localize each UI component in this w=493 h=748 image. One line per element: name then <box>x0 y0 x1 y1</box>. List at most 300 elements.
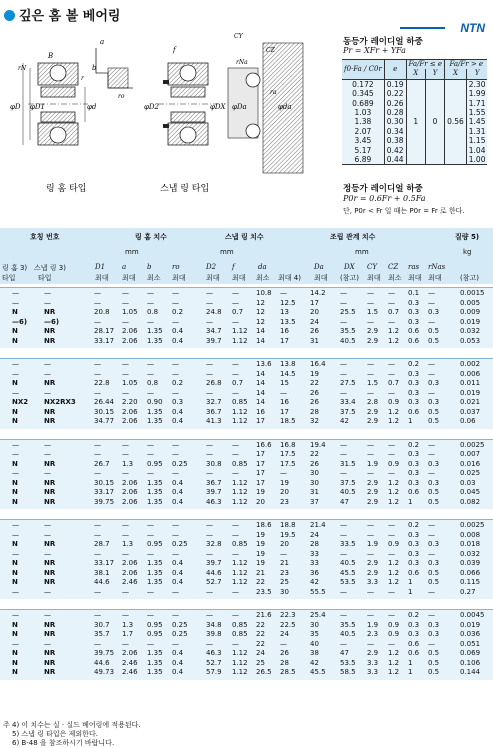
table-cell: — <box>340 611 347 619</box>
table-cell: — <box>94 450 101 458</box>
label-b: b <box>92 64 97 72</box>
table-cell: 27.5 <box>340 379 356 387</box>
table-cell: 0.036 <box>460 630 481 638</box>
load-row: 5.17 0.42 1.04 <box>342 146 487 155</box>
table-cell: 2.06 <box>122 417 138 425</box>
table-cell: 0.25 <box>172 540 188 548</box>
table-cell: NR <box>44 578 56 586</box>
table-cell: — <box>122 440 129 449</box>
table-cell: 0.95 <box>147 540 163 548</box>
table-cell: — <box>206 388 213 397</box>
table-cell: — <box>340 549 347 558</box>
table-cell: 1.35 <box>147 578 163 586</box>
table-cell: 0.85 <box>232 459 248 468</box>
table-cell: — <box>340 388 347 397</box>
table-cell: — <box>94 521 101 529</box>
table-cell: 1.12 <box>232 478 248 487</box>
table-cell: 35 <box>310 630 319 638</box>
table-cell: — <box>172 317 179 326</box>
table-cell: 0.3 <box>408 620 420 629</box>
group-divider <box>0 439 493 440</box>
table-row <box>0 398 493 408</box>
table-cell: — <box>147 317 154 326</box>
table-cell: 0.4 <box>172 578 184 586</box>
table-row <box>0 450 493 460</box>
table-cell: — <box>172 298 179 307</box>
brand-logo: NTN <box>460 21 485 35</box>
table-row <box>0 559 493 569</box>
table-cell: 0.3 <box>408 469 420 477</box>
dynamic-load-table: f0·Fa / C0r e Fa/Fr ≤ e Fa/Fr > e X Y X Y 0.172 0.19 2.30 0.345 0.22 1.99 0.689 0.26 1.71 1.03 0.28 1.55 1.38 0.30 1 0 0.56 1.45 2.07 0.34 1.31 3.45 0.38 1.15 5.17 0.42 1.04 6.89 0.44 1.00 <box>344 60 486 165</box>
load-row: 1.03 0.28 1.55 <box>342 108 487 117</box>
table-cell: 0.045 <box>460 488 481 496</box>
table-cell: — <box>12 440 19 449</box>
table-cell: — <box>340 587 347 596</box>
table-cell: — <box>172 289 179 297</box>
table-cell: 0.25 <box>172 459 188 468</box>
table-cell: 0.066 <box>460 568 481 577</box>
footnote-6: 6) B-48 을 참조하시기 바랍니다. <box>12 739 115 747</box>
table-cell: 0.3 <box>408 388 420 397</box>
label-f: f <box>173 46 176 54</box>
table-cell: — <box>44 289 51 297</box>
table-cell: NR <box>44 668 56 676</box>
table-cell: 42 <box>310 658 319 667</box>
table-cell: 1.12 <box>232 417 248 425</box>
table-cell: 1.35 <box>147 668 163 676</box>
table-cell: — <box>232 298 239 307</box>
table-cell: — <box>94 530 101 539</box>
static-load-note: 단, P0r < Fr 일 때는 P0r = Fr 로 한다. <box>343 207 465 215</box>
table-cell: — <box>172 440 179 449</box>
table-cell: — <box>94 298 101 307</box>
table-cell: — <box>172 450 179 458</box>
col-head: a <box>122 263 127 271</box>
table-cell: — <box>44 298 51 307</box>
table-cell: 1 <box>408 587 413 596</box>
table-cell: 40.5 <box>340 336 356 345</box>
table-row <box>0 540 493 550</box>
table-cell: 0.7 <box>232 379 244 387</box>
col-subhead: 최대 <box>314 274 328 282</box>
table-cell: 1.35 <box>147 649 163 657</box>
table-cell: — <box>94 360 101 368</box>
table-cell: 0.5 <box>428 497 440 506</box>
table-cell: — <box>428 639 435 648</box>
table-cell: 22 <box>256 639 265 648</box>
table-cell: 21 <box>280 559 289 567</box>
table-cell: 28 <box>280 658 289 667</box>
table-cell: 0.5 <box>428 488 440 496</box>
table-cell: — <box>147 587 154 596</box>
table-cell: 12.5 <box>280 298 296 307</box>
table-row <box>0 370 493 380</box>
table-cell: 1.12 <box>232 407 248 416</box>
table-cell: 1.5 <box>367 379 379 387</box>
table-cell: 1 <box>408 497 413 506</box>
table-cell: 22 <box>256 578 265 586</box>
table-cell: — <box>147 360 154 368</box>
table-cell: — <box>172 639 179 648</box>
dynamic-load-formula: Pr = XFr + YFa <box>343 46 406 55</box>
table-cell: — <box>12 369 19 378</box>
label-D: φD <box>10 103 21 111</box>
col-head: f <box>232 263 235 271</box>
table-cell: NR <box>44 327 56 335</box>
table-cell: 14.5 <box>280 369 296 378</box>
load-row: 0.345 0.22 1.99 <box>342 89 487 98</box>
table-cell: — <box>340 469 347 477</box>
table-cell: — <box>280 549 287 558</box>
table-cell: — <box>122 611 129 619</box>
table-cell: 58.5 <box>340 668 356 676</box>
table-cell: 39.8 <box>206 630 222 638</box>
table-row <box>0 308 493 318</box>
table-cell: — <box>206 587 213 596</box>
table-cell: NR <box>44 649 56 657</box>
table-cell: 16 <box>280 327 289 335</box>
table-cell: 39.75 <box>94 497 115 506</box>
load-row: 0.689 0.26 1.71 <box>342 99 487 108</box>
table-cell: — <box>367 469 374 477</box>
table-cell: 1.12 <box>232 578 248 586</box>
table-cell: — <box>206 369 213 378</box>
table-cell: — <box>340 289 347 297</box>
table-cell: — <box>44 521 51 529</box>
table-cell: 0.9 <box>388 459 400 468</box>
bearing-diagrams <box>8 28 308 196</box>
table-cell: 1.2 <box>388 649 400 657</box>
table-cell: 0.019 <box>460 620 481 629</box>
label-r: r <box>81 75 84 82</box>
table-cell: 21 <box>256 568 265 577</box>
col-subhead: 최대 <box>408 274 422 282</box>
table-row <box>0 640 493 650</box>
table-cell: 2.9 <box>367 488 379 496</box>
table-cell: 0.2 <box>172 308 184 316</box>
header-ratio: f0·Fa / C0r <box>342 60 384 80</box>
table-cell: NR <box>44 497 56 506</box>
table-cell: 24 <box>256 649 265 657</box>
table-cell: N <box>12 459 18 468</box>
table-cell: 0.7 <box>232 308 244 316</box>
table-cell: 35.5 <box>340 620 356 629</box>
table-cell: 13.8 <box>280 360 296 368</box>
table-cell: 30 <box>310 478 319 487</box>
table-cell: 57.9 <box>206 668 222 676</box>
load-row: 2.07 0.34 1.31 <box>342 127 487 136</box>
table-cell: — <box>172 611 179 619</box>
table-cell: — <box>12 388 19 397</box>
table-cell: N <box>12 336 18 345</box>
load-row: 6.89 0.44 1.00 <box>342 155 487 165</box>
table-cell: — <box>367 369 374 378</box>
table-cell: — <box>428 317 435 326</box>
table-cell: 0.6 <box>408 639 420 648</box>
table-cell: 26.7 <box>94 459 110 468</box>
table-cell: 22.8 <box>94 379 110 387</box>
table-cell: NR <box>44 417 56 425</box>
table-cell: — <box>122 587 129 596</box>
table-cell: — <box>44 530 51 539</box>
table-cell: 31 <box>310 336 319 345</box>
table-cell: 12 <box>256 298 265 307</box>
header-le: Fa/Fr ≤ e <box>406 60 445 70</box>
table-row <box>0 668 493 678</box>
table-cell: — <box>44 450 51 458</box>
col-head: CZ <box>388 263 399 271</box>
table-cell: 0.016 <box>460 459 481 468</box>
table-cell: 0.3 <box>428 459 440 468</box>
table-cell: 22.5 <box>280 620 296 629</box>
col-head: D2 <box>206 263 217 271</box>
col-head: Da <box>314 263 324 271</box>
table-cell: — <box>44 639 51 648</box>
table-cell: 20.8 <box>94 308 110 316</box>
table-cell: 0.3 <box>408 540 420 548</box>
table-cell: 0.025 <box>460 469 481 477</box>
table-cell: — <box>232 639 239 648</box>
table-cell: 0.3 <box>428 620 440 629</box>
table-cell: 1.05 <box>122 308 138 316</box>
header-e: e <box>384 60 406 80</box>
col-subhead: 최대 <box>122 274 136 282</box>
table-cell: 14 <box>256 398 265 406</box>
table-cell: 1.35 <box>147 568 163 577</box>
table-cell: 1.35 <box>147 497 163 506</box>
table-cell: 2.9 <box>367 568 379 577</box>
table-cell: — <box>232 587 239 596</box>
table-cell: 1.12 <box>232 658 248 667</box>
table-cell: NR <box>44 308 56 316</box>
table-cell: 0.7 <box>388 379 400 387</box>
table-cell: 16.4 <box>310 360 326 368</box>
table-cell: — <box>94 317 101 326</box>
table-cell: — <box>206 611 213 619</box>
table-cell: 14 <box>256 327 265 335</box>
table-cell: 1.3 <box>122 620 134 629</box>
table-cell: — <box>428 450 435 458</box>
table-cell: NR <box>44 459 56 468</box>
table-cell: — <box>428 388 435 397</box>
table-cell: — <box>147 530 154 539</box>
table-cell: 0.3 <box>408 379 420 387</box>
table-cell: —6) <box>44 317 60 326</box>
table-cell: 30.8 <box>206 459 222 468</box>
table-cell: 53.5 <box>340 658 356 667</box>
table-cell: 0.4 <box>172 478 184 487</box>
table-cell: 2.06 <box>122 497 138 506</box>
table-cell: — <box>122 530 129 539</box>
table-row <box>0 417 493 427</box>
label-B: B <box>48 52 54 60</box>
table-cell: 40.5 <box>340 559 356 567</box>
table-cell: 2.9 <box>367 478 379 487</box>
table-cell: — <box>340 521 347 529</box>
table-cell: 0.5 <box>428 649 440 657</box>
table-cell: 0.4 <box>172 417 184 425</box>
col-subhead: 최소 <box>388 274 402 282</box>
table-cell: 0.6 <box>408 568 420 577</box>
table-cell: 34.8 <box>206 620 222 629</box>
table-cell: — <box>367 587 374 596</box>
table-cell: 20 <box>310 308 319 316</box>
table-cell: 0.3 <box>408 317 420 326</box>
table-row <box>0 337 493 347</box>
table-cell: — <box>367 450 374 458</box>
table-cell: — <box>172 388 179 397</box>
table-cell: 0.4 <box>172 559 184 567</box>
table-cell: 1.35 <box>147 327 163 335</box>
col-head: da <box>258 263 267 271</box>
table-cell: 0.032 <box>460 327 481 335</box>
table-cell: N <box>12 658 18 667</box>
table-cell: — <box>428 360 435 368</box>
table-cell: 1 <box>408 417 413 425</box>
table-cell: 1.2 <box>388 497 400 506</box>
table-cell: 47 <box>340 497 349 506</box>
table-row <box>0 588 493 598</box>
table-cell: 0.5 <box>428 336 440 345</box>
table-cell: 39.75 <box>94 649 115 657</box>
table-cell: 0.9 <box>388 398 400 406</box>
table-cell: 0.9 <box>388 620 400 629</box>
footnote-4: 주 4) 이 치수는 실 · 실드 베어링에 적용된다. <box>3 721 141 729</box>
table-cell: — <box>147 639 154 648</box>
table-cell: — <box>172 587 179 596</box>
col-subhead: 최대 <box>367 274 381 282</box>
table-cell: NX2 <box>12 398 29 406</box>
table-row <box>0 441 493 451</box>
table-cell: — <box>12 469 19 477</box>
table-cell: — <box>147 450 154 458</box>
table-cell: 2.20 <box>122 398 138 406</box>
table-cell: 0.3 <box>172 398 184 406</box>
table-cell: 1.12 <box>232 668 248 676</box>
table-cell: — <box>388 530 395 539</box>
table-row <box>0 649 493 659</box>
table-cell: 0.032 <box>460 549 481 558</box>
table-cell: 12 <box>256 308 265 316</box>
table-cell: — <box>122 521 129 529</box>
table-cell: — <box>428 440 435 449</box>
table-cell: — <box>206 317 213 326</box>
table-cell: — <box>122 289 129 297</box>
table-row <box>0 659 493 669</box>
table-cell: 28.5 <box>280 668 296 676</box>
table-cell: — <box>232 289 239 297</box>
table-cell: — <box>147 521 154 529</box>
table-cell: — <box>367 298 374 307</box>
table-cell: 26 <box>310 327 319 335</box>
table-cell: 1.9 <box>367 620 379 629</box>
table-cell: 16 <box>280 398 289 406</box>
table-cell: — <box>122 298 129 307</box>
table-cell: 2.06 <box>122 327 138 335</box>
table-cell: 21.6 <box>256 611 272 619</box>
table-cell: 39.7 <box>206 336 222 345</box>
table-cell: 1 <box>408 658 413 667</box>
col-head: ro <box>172 263 180 271</box>
table-cell: — <box>340 450 347 458</box>
table-cell: — <box>428 587 435 596</box>
table-cell: — <box>206 521 213 529</box>
table-cell: 0.6 <box>408 649 420 657</box>
col-subhead: 최대 <box>232 274 246 282</box>
table-cell: — <box>232 549 239 558</box>
table-cell: 0.85 <box>232 620 248 629</box>
table-cell: 2.8 <box>367 398 379 406</box>
table-cell: 24 <box>310 530 319 539</box>
table-cell: NR <box>44 620 56 629</box>
table-cell: — <box>232 369 239 378</box>
table-cell: — <box>44 388 51 397</box>
table-cell: 46.3 <box>206 497 222 506</box>
table-cell: 0.4 <box>172 336 184 345</box>
table-cell: — <box>340 298 347 307</box>
table-cell: — <box>44 440 51 449</box>
table-cell: — <box>44 369 51 378</box>
table-cell: — <box>367 360 374 368</box>
table-cell: 17 <box>256 469 265 477</box>
table-cell: 18.6 <box>256 521 272 529</box>
label-D2: φD2 <box>144 103 159 111</box>
table-cell: 28.17 <box>94 327 115 335</box>
table-cell: — <box>12 450 19 458</box>
static-load-title: 정등가 레이디얼 하중 <box>343 184 423 194</box>
table-cell: 33.17 <box>94 488 115 496</box>
table-cell: NR <box>44 478 56 487</box>
table-cell: 1.35 <box>147 488 163 496</box>
table-cell: 0.5 <box>428 658 440 667</box>
table-cell: 13.6 <box>256 360 272 368</box>
table-cell: — <box>172 369 179 378</box>
table-cell: 33.5 <box>340 540 356 548</box>
table-cell: — <box>206 450 213 458</box>
table-cell: — <box>172 469 179 477</box>
col-head: ras <box>408 263 420 271</box>
table-cell: — <box>232 388 239 397</box>
table-cell: 14.2 <box>310 289 326 297</box>
table-cell: — <box>94 388 101 397</box>
table-cell: N <box>12 668 18 676</box>
col-subhead: (참고) <box>460 274 479 282</box>
table-cell: N <box>12 417 18 425</box>
table-cell: 52.7 <box>206 578 222 586</box>
table-cell: 2.9 <box>367 327 379 335</box>
table-cell: 23 <box>280 568 289 577</box>
table-cell: — <box>428 369 435 378</box>
table-cell: 0.3 <box>408 298 420 307</box>
table-cell: —6) <box>12 317 28 326</box>
table-cell: 3.3 <box>367 578 379 586</box>
table-cell: — <box>44 611 51 619</box>
table-cell: NR <box>44 336 56 345</box>
table-cell: — <box>367 549 374 558</box>
table-cell: — <box>367 639 374 648</box>
table-cell: — <box>388 549 395 558</box>
table-cell: — <box>94 469 101 477</box>
table-cell: N <box>12 630 18 638</box>
table-cell: 0.95 <box>147 630 163 638</box>
table-cell: — <box>428 549 435 558</box>
table-cell: 22.3 <box>280 611 296 619</box>
table-cell: — <box>172 360 179 368</box>
table-cell: 10.8 <box>256 289 272 297</box>
table-cell: 44.6 <box>206 568 222 577</box>
table-cell: 33.17 <box>94 559 115 567</box>
table-cell: — <box>428 289 435 297</box>
